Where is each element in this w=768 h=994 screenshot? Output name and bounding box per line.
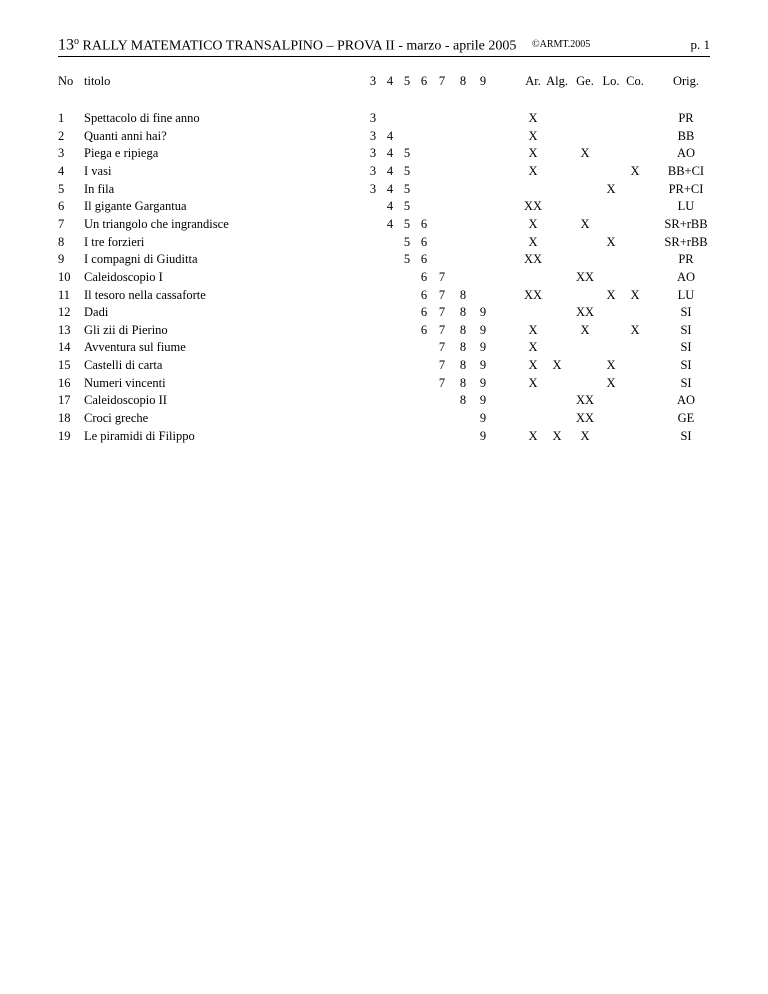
- row-level: 8: [459, 340, 467, 354]
- row-level: 8: [459, 376, 467, 390]
- row-domain-mark: XX: [523, 288, 543, 302]
- row-level: 4: [386, 182, 394, 196]
- row-level: 8: [459, 393, 467, 407]
- row-title: Le piramidi di Filippo: [84, 429, 195, 443]
- row-level: 9: [479, 376, 487, 390]
- row-domain-mark: XX: [575, 270, 595, 284]
- row-title: Il gigante Gargantua: [84, 199, 187, 213]
- row-domain-mark: XX: [575, 411, 595, 425]
- row-title: Il tesoro nella cassaforte: [84, 288, 206, 302]
- row-level: 5: [403, 199, 411, 213]
- row-title: I tre forzieri: [84, 235, 145, 249]
- row-origin: SI: [680, 429, 692, 443]
- row-title: Castelli di carta: [84, 358, 163, 372]
- row-level: 9: [479, 411, 487, 425]
- column-header-domain: Ar.: [525, 74, 541, 88]
- row-level: 9: [479, 323, 487, 337]
- row-level: 7: [438, 376, 446, 390]
- row-origin: AO: [676, 270, 696, 284]
- row-level: 6: [420, 288, 428, 302]
- row-number: 7: [58, 217, 65, 231]
- row-level: 6: [420, 217, 428, 231]
- row-number: 2: [58, 129, 65, 143]
- row-level: 3: [369, 164, 377, 178]
- row-level: 5: [403, 252, 411, 266]
- row-number: 4: [58, 164, 65, 178]
- row-level: 4: [386, 164, 394, 178]
- row-domain-mark: X: [528, 129, 538, 143]
- row-number: 14: [58, 340, 71, 354]
- column-header-level: 4: [386, 74, 394, 88]
- row-domain-mark: X: [606, 358, 616, 372]
- row-level: 6: [420, 323, 428, 337]
- row-level: 9: [479, 429, 487, 443]
- row-domain-mark: X: [630, 288, 640, 302]
- row-domain-mark: XX: [523, 199, 543, 213]
- row-domain-mark: X: [580, 429, 590, 443]
- row-number: 16: [58, 376, 71, 390]
- row-number: 19: [58, 429, 71, 443]
- column-header-level: 6: [420, 74, 428, 88]
- row-origin: SI: [680, 323, 692, 337]
- row-level: 5: [403, 235, 411, 249]
- row-level: 3: [369, 182, 377, 196]
- row-title: I vasi: [84, 164, 112, 178]
- row-origin: PR: [678, 252, 694, 266]
- row-domain-mark: X: [528, 323, 538, 337]
- row-number: 1: [58, 111, 65, 125]
- row-origin: BB: [677, 129, 695, 143]
- row-title: Numeri vincenti: [84, 376, 166, 390]
- column-header-domain: Lo.: [602, 74, 620, 88]
- row-domain-mark: X: [580, 323, 590, 337]
- row-domain-mark: X: [606, 376, 616, 390]
- row-number: 18: [58, 411, 71, 425]
- row-origin: SI: [680, 305, 692, 319]
- row-domain-mark: X: [528, 358, 538, 372]
- row-level: 8: [459, 358, 467, 372]
- row-number: 12: [58, 305, 71, 319]
- column-header-level: 3: [369, 74, 377, 88]
- row-origin: LU: [677, 199, 695, 213]
- row-level: 9: [479, 393, 487, 407]
- row-level: 7: [438, 270, 446, 284]
- row-level: 7: [438, 305, 446, 319]
- row-number: 10: [58, 270, 71, 284]
- row-number: 15: [58, 358, 71, 372]
- row-title: Dadi: [84, 305, 109, 319]
- row-domain-mark: X: [630, 323, 640, 337]
- row-title: Quanti anni hai?: [84, 129, 167, 143]
- row-title: Croci greche: [84, 411, 149, 425]
- page-number: p. 1: [690, 37, 710, 52]
- page-header: [58, 36, 710, 57]
- row-domain-mark: XX: [523, 252, 543, 266]
- row-level: 8: [459, 323, 467, 337]
- row-domain-mark: X: [528, 429, 538, 443]
- column-header-orig: Orig.: [672, 74, 700, 88]
- row-domain-mark: X: [552, 429, 562, 443]
- row-domain-mark: X: [580, 146, 590, 160]
- row-level: 6: [420, 235, 428, 249]
- row-domain-mark: X: [528, 146, 538, 160]
- row-level: 7: [438, 288, 446, 302]
- row-title: Piega e ripiega: [84, 146, 159, 160]
- row-title: Spettacolo di fine anno: [84, 111, 200, 125]
- row-number: 13: [58, 323, 71, 337]
- row-domain-mark: X: [606, 288, 616, 302]
- row-level: 6: [420, 305, 428, 319]
- row-level: 4: [386, 146, 394, 160]
- row-level: 8: [459, 305, 467, 319]
- column-header-title: titolo: [84, 74, 111, 88]
- row-number: 11: [58, 288, 71, 302]
- row-domain-mark: X: [580, 217, 590, 231]
- row-level: 3: [369, 111, 377, 125]
- row-domain-mark: XX: [575, 305, 595, 319]
- column-header-level: 7: [438, 74, 446, 88]
- column-header-no: No: [58, 74, 74, 88]
- row-level: 8: [459, 288, 467, 302]
- edition-superscript: o: [74, 36, 79, 47]
- row-title: Avventura sul fiume: [84, 340, 186, 354]
- row-level: 5: [403, 164, 411, 178]
- row-level: 3: [369, 146, 377, 160]
- row-level: 7: [438, 323, 446, 337]
- row-level: 9: [479, 340, 487, 354]
- row-origin: SI: [680, 376, 692, 390]
- row-domain-mark: X: [528, 217, 538, 231]
- row-number: 8: [58, 235, 65, 249]
- row-origin: AO: [676, 146, 696, 160]
- row-domain-mark: X: [630, 164, 640, 178]
- row-domain-mark: X: [528, 235, 538, 249]
- row-origin: SI: [680, 358, 692, 372]
- row-title: Caleidoscopio I: [84, 270, 163, 284]
- row-origin: SR+rBB: [664, 217, 708, 231]
- row-level: 9: [479, 358, 487, 372]
- row-origin: LU: [677, 288, 695, 302]
- column-header-domain: Alg.: [546, 74, 568, 88]
- row-number: 5: [58, 182, 65, 196]
- column-header-domain: Co.: [626, 74, 644, 88]
- row-level: 6: [420, 270, 428, 284]
- row-level: 6: [420, 252, 428, 266]
- row-level: 4: [386, 217, 394, 231]
- row-origin: AO: [676, 393, 696, 407]
- row-number: 3: [58, 146, 65, 160]
- row-title: Caleidoscopio II: [84, 393, 167, 407]
- row-domain-mark: X: [528, 376, 538, 390]
- row-title: In fila: [84, 182, 115, 196]
- row-origin: PR: [678, 111, 694, 125]
- column-header-level: 9: [479, 74, 487, 88]
- row-origin: GE: [677, 411, 695, 425]
- row-level: 3: [369, 129, 377, 143]
- row-title: Un triangolo che ingrandisce: [84, 217, 229, 231]
- row-origin: SI: [680, 340, 692, 354]
- row-domain-mark: X: [552, 358, 562, 372]
- row-domain-mark: XX: [575, 393, 595, 407]
- column-header-domain: Ge.: [576, 74, 594, 88]
- row-level: 7: [438, 340, 446, 354]
- row-domain-mark: X: [528, 340, 538, 354]
- row-origin: BB+CI: [667, 164, 705, 178]
- row-level: 7: [438, 358, 446, 372]
- row-number: 17: [58, 393, 71, 407]
- row-number: 6: [58, 199, 65, 213]
- copyright-text: ©ARMT.2005: [532, 39, 591, 50]
- column-header-level: 8: [459, 74, 467, 88]
- title-text: RALLY MATEMATICO TRANSALPINO – PROVA II - marzo - aprile 2005: [79, 38, 517, 54]
- row-domain-mark: X: [528, 164, 538, 178]
- row-level: 5: [403, 217, 411, 231]
- row-level: 9: [479, 305, 487, 319]
- row-domain-mark: X: [606, 182, 616, 196]
- row-level: 5: [403, 182, 411, 196]
- row-level: 4: [386, 129, 394, 143]
- row-number: 9: [58, 252, 65, 266]
- row-domain-mark: X: [528, 111, 538, 125]
- row-domain-mark: X: [606, 235, 616, 249]
- document-title: [58, 36, 516, 55]
- row-level: 4: [386, 199, 394, 213]
- row-level: 5: [403, 146, 411, 160]
- row-origin: SR+rBB: [664, 235, 708, 249]
- edition-number: 13: [58, 36, 74, 54]
- row-origin: PR+CI: [668, 182, 704, 196]
- column-header-level: 5: [403, 74, 411, 88]
- row-title: Gli zii di Pierino: [84, 323, 168, 337]
- row-title: I compagni di Giuditta: [84, 252, 198, 266]
